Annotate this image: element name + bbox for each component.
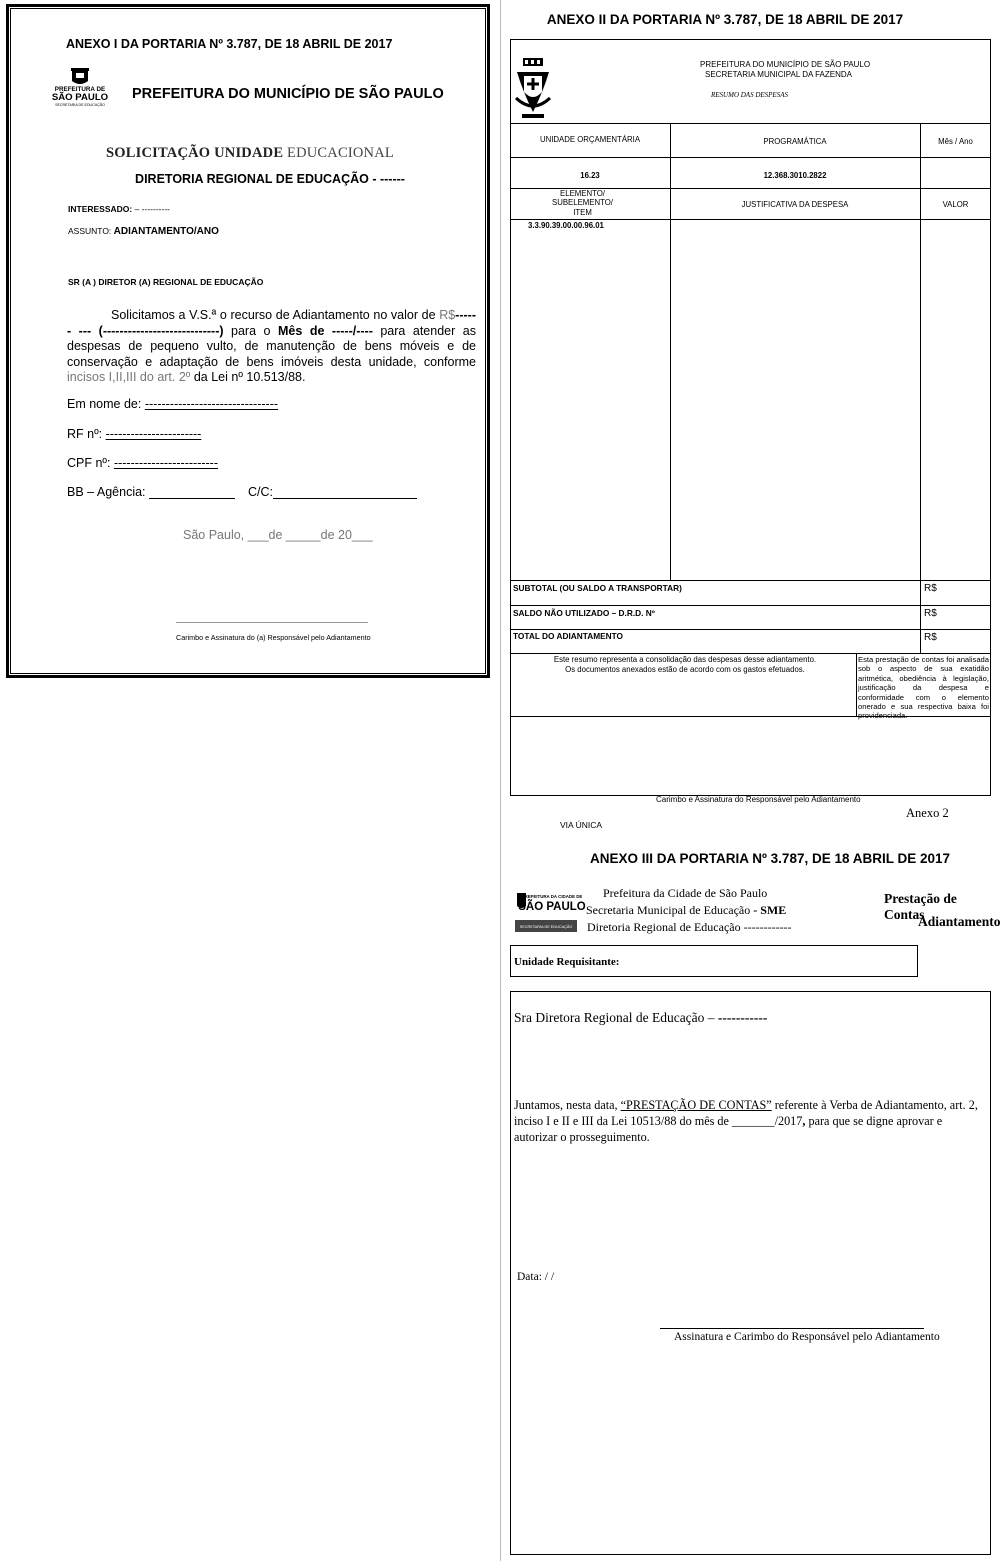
title-part-3: EDUCACIONAL [287,145,394,161]
programatica-value: 12.368.3010.2822 [763,171,827,180]
annex1-rf-field [67,427,201,441]
body-comma: , [802,1114,806,1128]
elemento-value: 3.3.90.39.00.00.96.01 [528,221,604,230]
elemento-line-3: ITEM [573,207,592,217]
col-unidade-header: UNIDADE ORÇAMENTÁRIA [539,135,641,144]
annex3-date-line: Data: / / [517,1271,555,1283]
logo-line-2: SÃO PAULO [51,92,109,103]
annex1-prefeitura-title: PREFEITURA DO MUNICÍPIO DE SÃO PAULO [132,86,444,102]
body-text-1: Solicitamos a V.S.ª o recurso de Adiantamento no valor de [111,308,440,322]
bb-agencia-blank [149,486,235,499]
col-mes-header: Mês / Ano [938,137,973,146]
saldo-label: SALDO NÃO UTILIZADO – D.R.D. Nº [513,608,655,618]
grid-line [510,580,991,581]
elemento-line-1: ELEMENTO/ [560,189,605,198]
grid-line [510,219,991,220]
cpf-value: ------------------------- [113,456,219,470]
grid-line [670,123,671,580]
col-elemento-header [510,189,655,217]
annex2-label: Anexo 2 [906,806,949,820]
annex1-diretoria: DIRETORIA REGIONAL DE EDUCAÇÃO - ------ [135,172,405,186]
grid-line [510,157,991,158]
salutation-text: Sra Diretora Regional de Educação – [514,1010,718,1025]
annex1-date-line: São Paulo, ___de _____de 20___ [183,528,373,542]
body-year: /2017 [774,1114,803,1128]
body-text-3: para o [223,323,279,338]
annex1-bb-agencia-field [67,485,235,499]
subtotal-currency: R$ [924,583,937,594]
salutation-dashes: ----------- [717,1010,768,1025]
body-prestacao: “PRESTAÇÃO DE CONTAS” [620,1098,772,1112]
interessado-label: INTERESSADO: [68,204,135,214]
col-programatica-header: PROGRAMÁTICA [763,137,827,146]
annex3-signature-line [660,1328,924,1329]
cc-label: C/C: [248,485,273,499]
annex3-heading: ANEXO III DA PORTARIA Nº 3.787, DE 18 ABRIL DE 2017 [589,851,951,866]
annex2-prefeitura: PREFEITURA DO MUNICÍPIO DE SÃO PAULO [700,60,871,69]
sao-paulo-city-logo [515,888,586,932]
elemento-line-2: SUBELEMENTO/ [552,198,613,208]
logo-line-1: PREFEITURA DA CIDADE DE [521,894,583,899]
body-text-1: Juntamos, nesta data, [514,1098,621,1112]
annex1-cc-field [248,485,417,499]
annex1-heading: ANEXO I DA PORTARIA Nº 3.787, DE 18 ABRIL DE 2017 [66,37,393,51]
annex3-diretoria: Diretoria Regional de Educação ------------ [587,920,792,934]
body-month: Mês de -----/---- [278,323,373,338]
sao-paulo-coat-of-arms-icon [516,58,550,120]
logo-line-2: SÃO PAULO [518,901,586,913]
annex1-salutation: SR (A ) DIRETOR (A) REGIONAL DE EDUCAÇÃO [68,277,264,287]
body-text-4: para atender as despesas de pequeno vulto, de manutenção de bens móveis e de conservação e adaptação de bens imóveis desta unidade, conforme [67,323,476,369]
annex3-salutation [514,1010,767,1026]
body-text-5: da Lei nº 10.513/88. [190,370,306,385]
cc-blank [273,486,417,499]
col-valor-header: VALOR [942,200,969,209]
annex2-resumo: RESUMO DAS DESPESAS [711,91,788,99]
body-blank: _______ [731,1114,775,1128]
page-divider [500,0,501,1561]
grid-line [510,629,991,630]
annex3-secretaria [586,903,786,918]
cpf-label: CPF nº: [67,456,114,470]
body-currency: R$ [439,308,456,322]
annex3-prestacao-title: Prestação de Contas [884,891,957,922]
bb-agencia-label: BB – Agência: [67,485,150,499]
rf-value: ----------------------- [105,427,202,441]
body-amount: ------ --- (----------------------------) [67,308,476,338]
annex2-note-left [512,655,858,675]
note-left-line-1: Este resumo representa a consolidação das despesas desse adiantamento. [553,655,817,664]
body-incisos: incisos I,II,III do art. 2º [67,370,191,385]
em-nome-value: -------------------------------- [144,397,279,411]
annex2-heading: ANEXO II DA PORTARIA Nº 3.787, DE 18 ABRIL DE 2017 [546,12,904,27]
annex1-body-paragraph [67,308,476,386]
secretaria-text: Secretaria Municipal de Educação [586,903,754,917]
em-nome-label: Em nome de: [67,397,145,411]
interessado-value: – ---------- [134,204,170,214]
annex1-signature-caption: Carimbo e Assinatura do (a) Responsável pelo Adiantamento [176,633,371,642]
grid-line [510,123,991,124]
body-text-2: referente à Verba de Adiantamento, art. 2, inciso I e II e III da Lei 10513/88 do mês de [514,1098,978,1128]
total-label: TOTAL DO ADIANTAMENTO [513,631,624,641]
annex2-via-unica: VIA ÚNICA [560,820,603,830]
annex3-adiantamento-title: Adiantamento [918,914,1001,929]
annex2-note-right: Esta prestação de contas foi analisada sob o aspecto de sua exatidão aritmética, obediência à legislação, justificação da despesa e conformidade com o elemento onerado e sua respectiva baixa foi providenciada. [858,655,989,721]
logo-line-1: PREFEITURA DE [54,86,106,93]
grid-line [510,653,991,654]
assunto-label: ASSUNTO: [68,226,114,236]
title-part-2: UNIDADE [214,145,288,161]
annex1-interessado [68,204,170,214]
saldo-currency: R$ [924,608,937,619]
annex3-body-paragraph [514,1097,986,1145]
unidade-value: 16.23 [580,171,600,180]
annex1-document-title [0,145,500,162]
logo-line-3: SECRETARIA DE EDUCAÇÃO [55,103,105,107]
logo-line-3: SECRETARIA DE EDUCAÇÃO [519,925,573,929]
body-text-4-visible: para que se digne aprovar e autorizar o prosseguimento. [514,1114,943,1144]
annex2-secretaria: SECRETARIA MUNICIPAL DA FAZENDA [705,70,852,79]
annex3-prefeitura: Prefeitura da Cidade de São Paulo [603,886,768,900]
annex3-signature-caption: Assinatura e Carimbo do Responsável pelo Adiantamento [674,1331,940,1343]
subtotal-label: SUBTOTAL (OU SALDO A TRANSPORTAR) [513,583,682,593]
grid-line [510,605,991,606]
annex2-signature-caption: Carimbo e Assinatura do Responsável pelo Adiantamento [656,795,861,804]
total-currency: R$ [924,632,937,643]
col-justificativa-header: JUSTIFICATIVA DA DESPESA [741,200,849,209]
annex1-signature-line [176,622,368,623]
assunto-value: ADIANTAMENTO/ANO [113,226,219,237]
title-part-1: SOLICITAÇÃO [106,145,215,161]
note-left-line-2: Os documentos anexados estão de acordo com os gastos efetuados. [565,665,805,674]
sao-paulo-education-logo [44,68,116,108]
unidade-requisitante-label: Unidade Requisitante: [514,956,620,968]
annex1-assunto [68,226,219,237]
annex3-letter-box [510,991,991,1555]
rf-label: RF nº: [67,427,106,441]
secretaria-sme: - SME [753,903,787,917]
annex1-cpf-field [67,456,218,470]
annex1-em-nome-field [67,397,278,411]
